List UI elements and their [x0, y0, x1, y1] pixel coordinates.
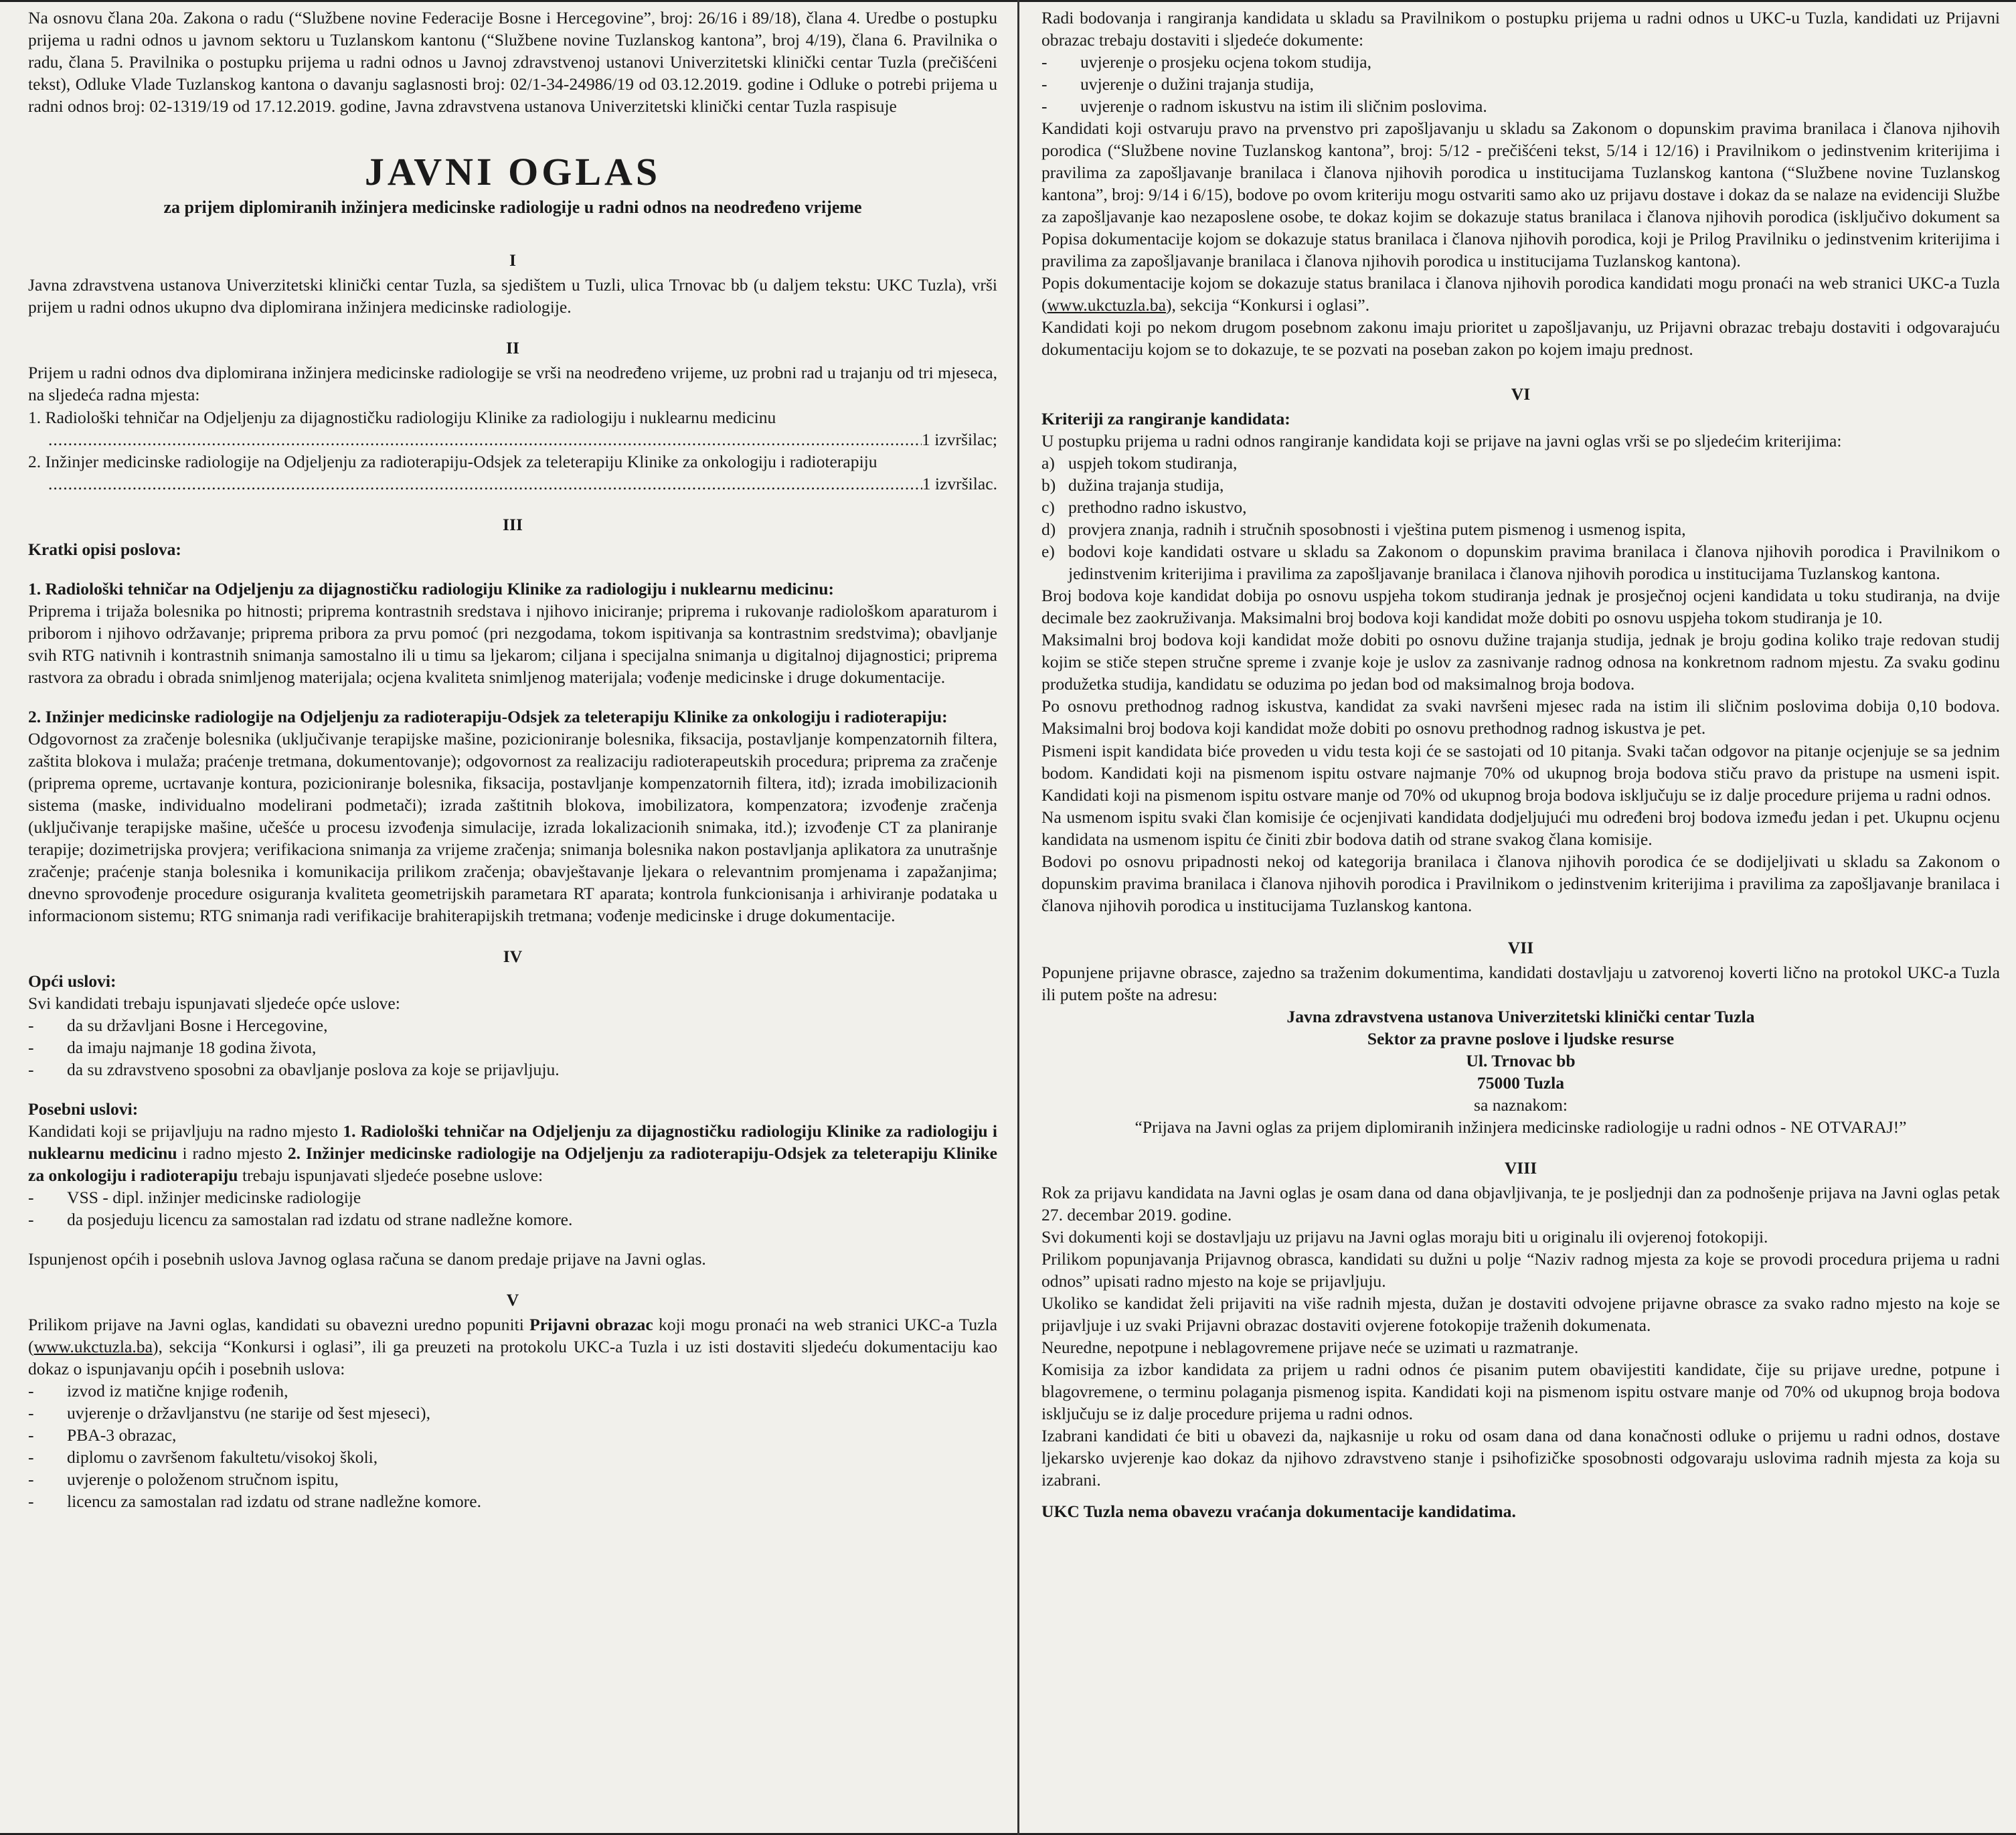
address-line: Ul. Trnovac bb: [1466, 1050, 1576, 1070]
list-item: c) prethodno radno iskustvo,: [1041, 497, 1247, 517]
points-paragraph: Na usmenom ispitu svaki član komisije će ocjenjivati kandidata dodjeljujući mu određeni broj bodova između jedan i pet. Ukupnu ocjenu kandidata na usmenom ispitu će činiti zbir bodova datih od strane svakog člana komisije.: [1041, 807, 2000, 849]
right-column: [1041, 7, 2000, 1828]
list-item: - da su državljani Bosne i Hercegovine,: [28, 1015, 328, 1035]
points-paragraph: Pismeni ispit kandidata biće proveden u vidu testa koji će se sastojati od 10 pitanja. Svaki tačan odgovor na pitanje ocjenjuje se sa jednim bodom. Kandidati koji na pismenom ispitu ostvare najmanje 70% od ukupnog broja bodova stiču pravo da pristupe na usmeni ispit. Kandidati koji na pismenom ispitu ostvare manje od 70% od ukupnog broja bodova isključuju se iz dalje procedure prijema u radni odnos.: [1041, 740, 2000, 805]
left-column: [28, 7, 997, 1828]
list-item: - uvjerenje o radnom iskustvu na istim ili sličnim poslovima.: [1041, 96, 1487, 116]
criteria-list: [1041, 452, 2000, 584]
intro-paragraph: Na osnovu člana 20a. Zakona o radu (“Službene novine Federacije Bosne i Hercegovine”, broj: 26/16 i 89/18), člana 4. Uredbe o postupku prijema u radni odnos u javnom sektoru u Tuzlanskom kantonu (“Službene novine Tuzlanskog kantona”, broj 4/19), člana 6. Pravilnika o radu, člana 5. Pravilnika o postupku prijema u radni odnos u Javnoj zdravstvenoj ustanovi Univerzitetski klinički centar Tuzla (prečišćeni tekst), Odluke Vlade Tuzlanskog kantona o davanju saglasnosti broj: 02/1-34-24986/19 od 03.12.2019. godine i Odluke o potrebi prijema u radni odnos broj: 02-1319/19 od 17.12.2019. godine, Javna zdravstvena ustanova Univerzitetski klinički centar Tuzla raspisuje: [28, 8, 997, 116]
general-conditions-list: [28, 1014, 997, 1081]
required-documents-list: [28, 1380, 997, 1512]
job-descriptions-label: Kratki opisi poslova:: [28, 539, 181, 559]
final-paragraph: Svi dokumenti koji se dostavljaju uz prijavu na Javni oglas moraju biti u originalu ili ovjerenoj fotokopiji.: [1041, 1226, 1768, 1247]
special-conditions-list: [28, 1186, 997, 1230]
position-list: [28, 406, 997, 495]
website-link[interactable]: www.ukctuzla.ba: [33, 1337, 153, 1357]
list-item: d) provjera znanja, radnih i stručnih sposobnosti i vještina putem pismenog i usmenog ispita,: [1041, 520, 1686, 540]
envelope-note-label: sa naznakom:: [1473, 1095, 1568, 1115]
general-conditions-label: Opći uslovi:: [28, 971, 116, 991]
list-item: - VSS - dipl. inžinjer medicinske radiologije: [28, 1187, 361, 1207]
final-paragraph: Ukoliko se kandidat želi prijaviti na više radnih mjesta, dužan je dostaviti odvojene prijavne obrasce za svako radno mjesto na koje se prijavljuje i uz svaki Prijavni obrazac dostaviti ovjerene fotokopije traženih dokumenata.: [1041, 1293, 2000, 1335]
list-item: - da imaju najmanje 18 godina života,: [28, 1037, 317, 1057]
final-paragraph: Izabrani kandidati će biti u obavezi da, najkasnije u roku od osam dana od dana konačnosti odluke o prijemu u radni odnos, dostave ljekarsko uvjerenje kao dokaz da njihovo zdravstveno stanje i psihofizičke sposobnosti odgovaraju uslovima radnih mjesta za koja su izabrani.: [1041, 1425, 2000, 1490]
general-conditions-intro: Svi kandidati trebaju ispunjavati sljedeće opće uslove:: [28, 993, 400, 1013]
list-item: - da posjeduju licencu za samostalan rad izdatu od strane nadležne komore.: [28, 1210, 573, 1229]
address-line: 75000 Tuzla: [1477, 1072, 1565, 1093]
final-paragraph: Neuredne, nepotpune i neblagovremene prijave neće se uzimati u razmatranje.: [1041, 1337, 1579, 1357]
list-item: a) uspjeh tokom studiranja,: [1041, 453, 1238, 473]
position-item: 1. Radiološki tehničar na Odjeljenju za dijagnostičku radiologiju Klinike za radiologiju i nuklearnu medicinu ..... 1 izvršilac;: [28, 406, 997, 451]
ranking-docs-intro: Radi bodovanja i rangiranja kandidata u skladu sa Pravilnikom o postupku prijema u radni odnos u UKC-u Tuzla, kandidati uz Prijavni obrazac trebaju dostaviti i sljedeće dokumente:: [1041, 8, 2000, 50]
section-2-text: Prijem u radni odnos dva diplomirana inžinjera medicinske radiologije se vrši na neodređeno vrijeme, uz probni rad u trajanju od tri mjeseca, na sljedeća radna mjesta:: [28, 363, 997, 405]
list-item: - uvjerenje o državljanstvu (ne starije od šest mjeseci),: [28, 1403, 430, 1423]
job-2-title: 2. Inžinjer medicinske radiologije na Odjeljenju za radioterapiju-Odsjek za teleterapiju Klinike za onkologiju i radioterapiju:: [28, 706, 948, 726]
list-item: - uvjerenje o položenom stručnom ispitu,: [28, 1469, 339, 1490]
final-paragraph: Komisija za izbor kandidata za prijem u radni odnos će pisanim putem obavijestiti kandidate, čije su prijave uredne, potpune i blagovremene, o terminu polaganja pismenog ispita. Kandidati koji na pismenom ispitu ostvare manje od 70% od ukupnog broja bodova isključuju se iz dalje procedure prijema u radni odnos.: [1041, 1359, 2000, 1423]
list-item: e) bodovi koje kandidati ostvare u skladu sa Zakonom o dopunskim pravima branilaca i članova njihovih porodica i Pravilnikom o jedinstvenim kriterijima i pravilima za zapošljavanje branilaca i članova njihovih porodica u institucijama Tuzlanskog kantona.: [1041, 542, 2000, 584]
column-divider: [1017, 0, 1019, 1835]
ad-title: JAVNI OGLAS: [364, 150, 661, 194]
list-item: - diplomu o završenom fakultetu/visokoj školi,: [28, 1447, 378, 1467]
section-5-text: Prilikom prijave na Javni oglas, kandidati su obavezni uredno popuniti Prijavni obrazac koji mogu pronaći na web stranici UKC-a Tuzla (www.ukctuzla.ba), sekcija “Konkursi i oglasi”, ili ga preuzeti na protokolu UKC-a Tuzla i uz isti dostaviti sljedeću dokumentaciju kao dokaz o ispunjavanju općih i posebnih uslova:: [28, 1315, 998, 1379]
job-2-text: Odgovornost za zračenje bolesnika (uključivanje terapijske mašine, pozicioniranje bolesnika, fiksacija, postavljanje kompenzatornih filtera, zaštita blokova i mulaža; praćenje tretmana, dokumentovanje); odgovornost za realizaciju radioterapeutskih procedura; priprema za zračenje (priprema opreme, ucrtavanje kontura, pozicioniranje bolesnika, fiksacija, postavljanje kompenzatornih filtera, itd); izrada imobilizacionih sistema (maske, individualno modelirani podmetači); izrada zaštitnih blokova, imobilizatora, kompenzatora; izvođenje zračenja (uključivanje terapijske mašine, učešće u procesu izvođenja simulacije, izrada lokalizacionih snimaka, itd.); izvođenje CT za planiranje terapije; dozimetrijska provjera; verifikaciona snimanja za vrijeme zračenja; snimanja bolesnika nakon postavljanja aplikatora za unutrašnje zračenje; praćenje stanja bolesnika i komunikacija prilikom zračenja; obavještavanje ljekara o relevantnim promjenama i zapažanjima; dnevno sprovođenje procedure osiguranja kvaliteta geometrijskih parametara RT aparata; kontrola funkcionisanja i arhiviranje podataka u informacionom sistemu; RTG snimanja radi verifikacije brahiterapijskih tretmana; vođenje medicinske i druge dokumentacije.: [28, 728, 997, 925]
list-item: - licencu za samostalan rad izdatu od strane nadležne komore.: [28, 1492, 481, 1512]
special-conditions-text: Kandidati koji se prijavljuju na radno mjesto 1. Radiološki tehničar na Odjeljenju za dijagnostičku radiologiju Klinike za radiologiju i nuklearnu medicinu i radno mjesto 2. Inžinjer medicinske radiologije na Odjeljenju za radioterapiju-Odsjek za teleterapiju Klinike za onkologiju i radioterapiju trebaju ispunjavati sljedeće posebne uslove:: [28, 1121, 997, 1185]
ranking-documents-list: [1041, 51, 2000, 117]
section-1-text: Javna zdravstvena ustanova Univerzitetski klinički centar Tuzla, sa sjedištem u Tuzli, ulica Trnovac bb (u daljem tekstu: UKC Tuzla), vrši prijem u radni odnos ukupno dva diplomirana inžinjera medicinske radiologije.: [28, 275, 997, 317]
mailing-address: [1041, 1006, 2000, 1094]
section-heading-1: I: [509, 250, 516, 270]
ad-subtitle: za prijem diplomiranih inžinjera medicinske radiologije u radni odnos na neodređeno vrijeme: [163, 197, 862, 217]
section-7-text: Popunjene prijavne obrasce, zajedno sa traženim dokumentima, kandidati dostavljaju u zatvorenoj koverti lično na protokol UKC-a Tuzla ili putem pošte na adresu:: [1041, 962, 2000, 1004]
section-heading-7: VII: [1507, 937, 1534, 957]
website-link[interactable]: www.ukctuzla.ba: [1047, 295, 1166, 315]
address-line: Sektor za pravne poslove i ljudske resurse: [1367, 1028, 1675, 1048]
other-law-paragraph: Kandidati koji po nekom drugom posebnom zakonu imaju prioritet u zapošljavanju, uz Prijavni obrazac trebaju dostaviti i odgovarajuću dokumentaciju kojom se to dokazuje, te se pozvati na poseban zakon po kojem imaju prednost.: [1041, 317, 2000, 360]
job-1-text: Priprema i trijaža bolesnika po hitnosti; priprema kontrastnih sredstava i njihovo iniciranje; priprema i rukovanje radiološkom aparaturom i priborom i njihovo održavanje; priprema pribora za prvu pomoć (pri nezgodama, tokom ispitivanja sa kontrastnim sredstvima); obavljanje svih RTG nativnih i kontrastnih snimanja samostalno ili u timu sa ljekarom; ciljana i specijalna snimanja u digitalnoj dijagnostici; priprema rastvora za obradu i obrada snimljenog materijala; ocjena kvaliteta snimljenog materijala; vođenje medicinske i druge dokumentacije.: [28, 601, 997, 687]
special-conditions-label: Posebni uslovi:: [28, 1099, 139, 1119]
section-heading-5: V: [506, 1290, 519, 1310]
list-item: - PBA-3 obrazac,: [28, 1425, 177, 1445]
envelope-note-text: “Prijava na Javni oglas za prijem diplomiranih inžinjera medicinske radiologije u radni odnos - NE OTVARAJ!”: [1135, 1117, 1907, 1137]
fulfilment-text: Ispunjenost općih i posebnih uslova Javnog oglasa računa se danom predaje prijave na Javni oglas.: [28, 1249, 706, 1269]
list-item: - uvjerenje o prosjeku ocjena tokom studija,: [1041, 52, 1371, 72]
section-heading-3: III: [503, 514, 523, 534]
criteria-label: Kriteriji za rangiranje kandidata:: [1041, 409, 1290, 429]
points-paragraph: Bodovi po osnovu pripadnosti nekoj od kategorija branilaca i članova njihovih porodica će se dodijeljivati u skladu sa Zakonom o dopunskim pravima branilaca i članova njihovih porodica i Pravilnikom o jedinstvenim kriterijima i pravilima za zapošljavanje branilaca i članova njihovih porodica u institucijama Tuzlanskog kantona.: [1041, 851, 2000, 915]
section-heading-2: II: [506, 338, 519, 358]
list-item: - izvod iz matične knjige rođenih,: [28, 1381, 288, 1401]
job-1-title: 1. Radiološki tehničar na Odjeljenju za dijagnostičku radiologiju Klinike za radiologiju i nuklearnu medicinu:: [28, 578, 834, 599]
deadline-paragraph: Rok za prijavu kandidata na Javni oglas je osam dana od dana objavljivanja, te je posljednji dan za podnošenje prijava na Javni oglas petak 27. decembar 2019. godine.: [1041, 1182, 2000, 1224]
closing-note: UKC Tuzla nema obavezu vraćanja dokumentacije kandidatima.: [1041, 1502, 1516, 1521]
position-count: 1 izvršilac;: [922, 429, 997, 449]
section-heading-4: IV: [503, 946, 523, 966]
points-paragraph: Po osnovu prethodnog radnog iskustva, kandidat za svaki navršeni mjesec rada na istim ili sličnim poslovima dobija 0,10 bodova. Maksimalni broj bodova koji kandidat može dobiti po osnovu prethodnog radnog iskustva je pet.: [1041, 696, 2000, 738]
list-item: b) dužina trajanja studija,: [1041, 475, 1224, 495]
final-paragraph: Prilikom popunjavanja Prijavnog obrasca, kandidati su dužni u polje “Naziv radnog mjesta za koje se provodi procedura prijema u radni odnos” upisati radno mjesto na koje se prijavljuju.: [1041, 1249, 2000, 1291]
points-paragraph: Broj bodova koje kandidat dobija po osnovu uspjeha tokom studiranja jednak je prosječnoj ocjeni kandidata u toku studiranja, na dvije decimale bez zaokruživanja. Maksimalni broj bodova koji kandidat može dobiti po osnovu uspjeha tokom studiranja je 10.: [1041, 586, 2000, 628]
list-item: - uvjerenje o dužini trajanja studija,: [1041, 74, 1314, 94]
criteria-intro: U postupku prijema u radni odnos rangiranje kandidata koji se prijave na javni oglas vrši se po sljedećim kriterijima:: [1041, 431, 1842, 451]
veterans-paragraph: Kandidati koji ostvaruju pravo na prvenstvo pri zapošljavanju u skladu sa Zakonom o dopunskim pravima branilaca i članova njihovih porodica (“Službene novine Tuzlanskog kantona”, broj: 5/12 - prečišćeni tekst, 5/14 i 12/16) i Pravilnikom o jedinstvenim kriterijima i pravilima za zapošljavanje branilaca i članova njihovih porodica u institucijama Tuzlanskog kantona (“Službene novine Tuzlanskog kantona”, broj: 9/14 i 6/15), bodove po ovom kriteriju mogu ostvariti samo ako uz prijavu dostave i dokaz da se nalaze na evidenciji Službe za zapošljavanje kao nezaposlene osobe, te dokaz kojim se dokazuje status branilaca i članova njihovih porodica (isključivo dokument sa Popisa dokumentacije kojom se dokazuje status branilaca i članova njihovih porodica, koji je Prilog Pravilniku o jedinstvenim kriterijima i pravilima za zapošljavanje branilaca i članova njihovih porodica u institucijama Tuzlanskog kantona).: [1041, 118, 2000, 271]
list-item: - da su zdravstveno sposobni za obavljanje poslova za koje se prijavljuju.: [28, 1059, 560, 1079]
address-line: Javna zdravstvena ustanova Univerzitetski klinički centar Tuzla: [1286, 1006, 1755, 1026]
position-item: 2. Inžinjer medicinske radiologije na Odjeljenju za radioterapiju-Odsjek za teleterapiju Klinike za onkologiju i radioterapiju ..... 1 izvršilac.: [28, 451, 997, 495]
veterans-docs-paragraph: Popis dokumentacije kojom se dokazuje status branilaca i članova njihovih porodica kandidati mogu pronaći na web stranici UKC-a Tuzla (www.ukctuzla.ba), sekcija “Konkursi i oglasi”.: [1041, 273, 2000, 315]
points-paragraph: Maksimalni broj bodova koji kandidat može dobiti po osnovu dužine trajanja studija, jednak je broju godina koliko traje redovan studij kojim se stiče stepen stručne spreme i zvanje koje je uslov za zasnivanje radnog odnosa na konkretnom radnom mjestu. Za svaku godinu produžetka studija, kandidatu se oduzima po jedan bod od maksimalnog broja bodova.: [1041, 630, 2000, 694]
section-heading-8: VIII: [1504, 1158, 1537, 1178]
section-heading-6: VI: [1511, 384, 1531, 404]
position-count: 1 izvršilac.: [922, 473, 997, 493]
